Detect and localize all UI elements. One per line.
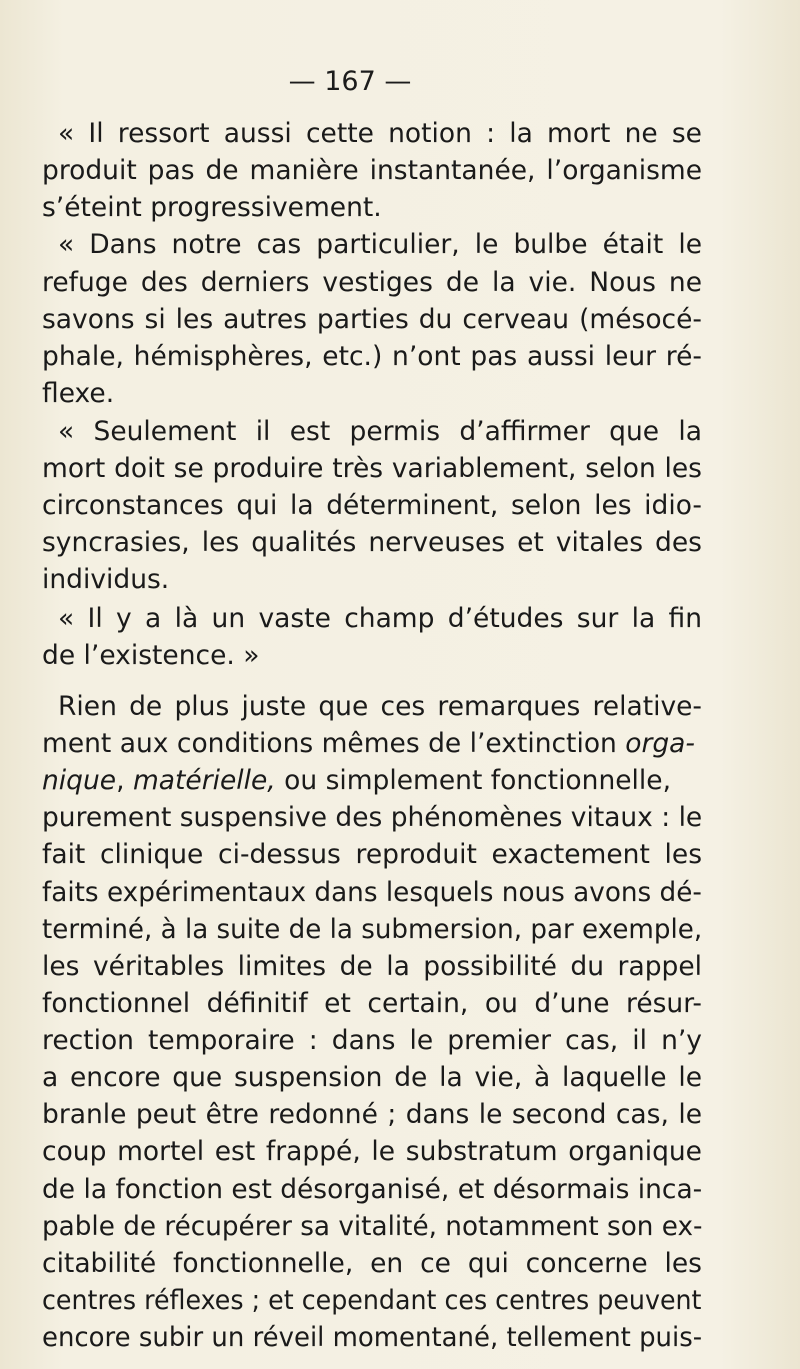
text-line: phale, hémisphères, etc.) n’ont pas aussi leur ré- xyxy=(42,340,702,372)
text-line: « Il ressort aussi cette notion : la mort ne se xyxy=(58,118,702,149)
text-line: purement suspensive des phénomènes vitaux : le xyxy=(42,802,703,834)
text-line: rection temporaire : dans le premier cas, il n’y xyxy=(42,1025,702,1056)
text-line: individus. xyxy=(42,564,170,596)
text-line-mixed xyxy=(42,765,702,797)
text-line: refuge des derniers vestiges de la vie. Nous ne xyxy=(42,266,702,298)
italic-span: matérielle, xyxy=(132,765,276,797)
text-line: Rien de plus juste que ces remarques relative- xyxy=(58,691,702,722)
text-line-mixed xyxy=(42,728,702,760)
text-line: de l’existence. » xyxy=(42,639,260,671)
text-line: encore subir un réveil momentané, tellement puis- xyxy=(42,1322,703,1353)
text-line: citabilité fonctionnelle, en ce qui concerne les xyxy=(42,1247,702,1279)
text-line: de la fonction est désorganisé, et désormais inca- xyxy=(42,1173,703,1205)
text-line: branle peut être redonné ; dans le second cas, le xyxy=(42,1099,702,1131)
text-line: pable de récupérer sa vitalité, notamment son ex- xyxy=(42,1210,703,1242)
text-line: fonctionnel définitif et certain, ou d’une résur- xyxy=(42,987,702,1019)
text-line: flexe. xyxy=(42,377,115,409)
text-line: « Dans notre cas particulier, le bulbe était le xyxy=(58,229,702,261)
text-line: « Seulement il est permis d’affirmer que la xyxy=(58,415,702,447)
page-number: — 167 — xyxy=(288,66,412,97)
text-span: ou simplement fonctionnelle, xyxy=(275,765,671,797)
text-line: s’éteint progressivement. xyxy=(42,192,382,224)
text-line: a encore que suspension de la vie, à laquelle le xyxy=(42,1062,702,1094)
italic-span: nique xyxy=(42,765,117,797)
text-line: coup mortel est frappé, le substratum organique xyxy=(42,1136,702,1168)
text-line: les véritables limites de la possibilité du rappel xyxy=(42,950,702,982)
text-line: mort doit se produire très variablement, selon les xyxy=(42,453,702,484)
text-line: faits expérimentaux dans lesquels nous avons dé- xyxy=(42,876,702,908)
text-line: circonstances qui la déterminent, selon les idio- xyxy=(42,490,702,522)
text-line: centres réflexes ; et cependant ces centres peuvent xyxy=(42,1284,702,1316)
text-span: ment aux conditions mêmes de l’extinction xyxy=(42,728,626,760)
text-span: , xyxy=(116,765,133,797)
text-line: « Il y a là un vaste champ d’études sur la fin xyxy=(58,602,702,634)
text-line: fait clinique ci-dessus reproduit exactement les xyxy=(42,839,702,871)
text-line: produit pas de manière instantanée, l’organisme xyxy=(42,155,702,187)
text-line: terminé, à la suite de la submersion, par exemple, xyxy=(42,913,703,945)
text-line: syncrasies, les qualités nerveuses et vitales des xyxy=(42,527,702,559)
italic-span: orga- xyxy=(625,728,695,760)
text-line: savons si les autres parties du cerveau (mésocé- xyxy=(42,303,702,335)
